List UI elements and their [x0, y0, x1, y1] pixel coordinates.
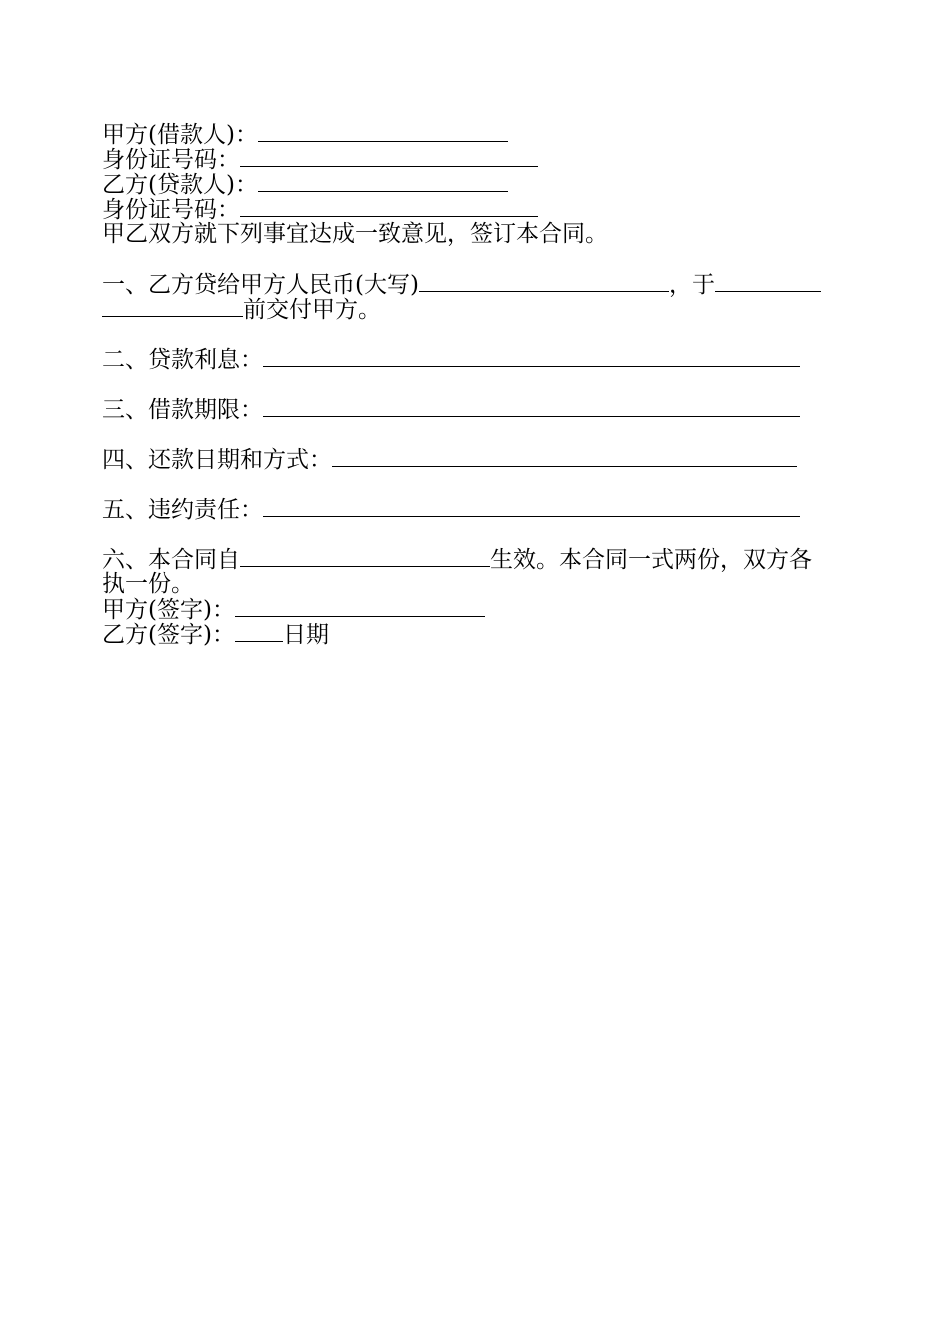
party-b-signature — [102, 622, 862, 647]
clause-1 — [102, 272, 862, 322]
borrower-field — [102, 122, 862, 147]
lender-blank[interactable] — [258, 172, 508, 192]
clause-3-label: 三、借款期限： — [102, 397, 263, 423]
party-a-signature — [102, 597, 862, 622]
liability-blank[interactable] — [263, 497, 800, 517]
borrower-label: 甲方(借款人)： — [102, 122, 258, 148]
clause-4-label: 四、还款日期和方式： — [102, 447, 332, 473]
borrower-id-label: 身份证号码： — [102, 147, 240, 173]
effective-date-blank[interactable] — [240, 547, 490, 567]
clause-1-suffix: 前交付甲方。 — [243, 297, 381, 323]
borrower-id-blank[interactable] — [240, 147, 538, 167]
contract-document — [102, 122, 862, 647]
clause-6 — [102, 547, 862, 647]
term-blank[interactable] — [263, 397, 800, 417]
party-b-signature-blank[interactable] — [235, 622, 283, 642]
clause-2 — [102, 347, 862, 372]
lender-id-blank[interactable] — [240, 197, 538, 217]
clause-6-cont: 执一份。 — [102, 571, 194, 597]
clause-2-label: 二、贷款利息： — [102, 347, 263, 373]
clause-6-prefix: 六、本合同自 — [102, 547, 240, 573]
lender-field — [102, 172, 862, 197]
clause-1-prefix: 一、乙方贷给甲方人民币(大写) — [102, 272, 419, 298]
lender-id-field — [102, 197, 862, 222]
interest-blank[interactable] — [263, 347, 800, 367]
lender-id-label: 身份证号码： — [102, 197, 240, 223]
clause-3 — [102, 397, 862, 422]
intro-text: 甲乙双方就下列事宜达成一致意见，签订本合同。 — [102, 221, 608, 247]
lender-label: 乙方(贷款人)： — [102, 172, 258, 198]
borrower-id-field — [102, 147, 862, 172]
delivery-date-blank-cont[interactable] — [102, 297, 243, 317]
clause-5 — [102, 497, 862, 522]
repayment-blank[interactable] — [332, 447, 797, 467]
date-label: 日期 — [282, 622, 329, 648]
clause-5-label: 五、违约责任： — [102, 497, 263, 523]
party-b-label: 乙方(签字)： — [102, 622, 235, 648]
clause-1-middle: ，于 — [668, 272, 715, 298]
clause-6-suffix: 生效。本合同一式两份，双方各 — [490, 547, 812, 573]
party-a-signature-blank[interactable] — [235, 597, 485, 617]
party-a-label: 甲方(签字)： — [102, 597, 235, 623]
loan-amount-blank[interactable] — [419, 272, 669, 292]
delivery-date-blank[interactable] — [715, 272, 821, 292]
borrower-blank[interactable] — [258, 122, 508, 142]
clause-4 — [102, 447, 862, 472]
